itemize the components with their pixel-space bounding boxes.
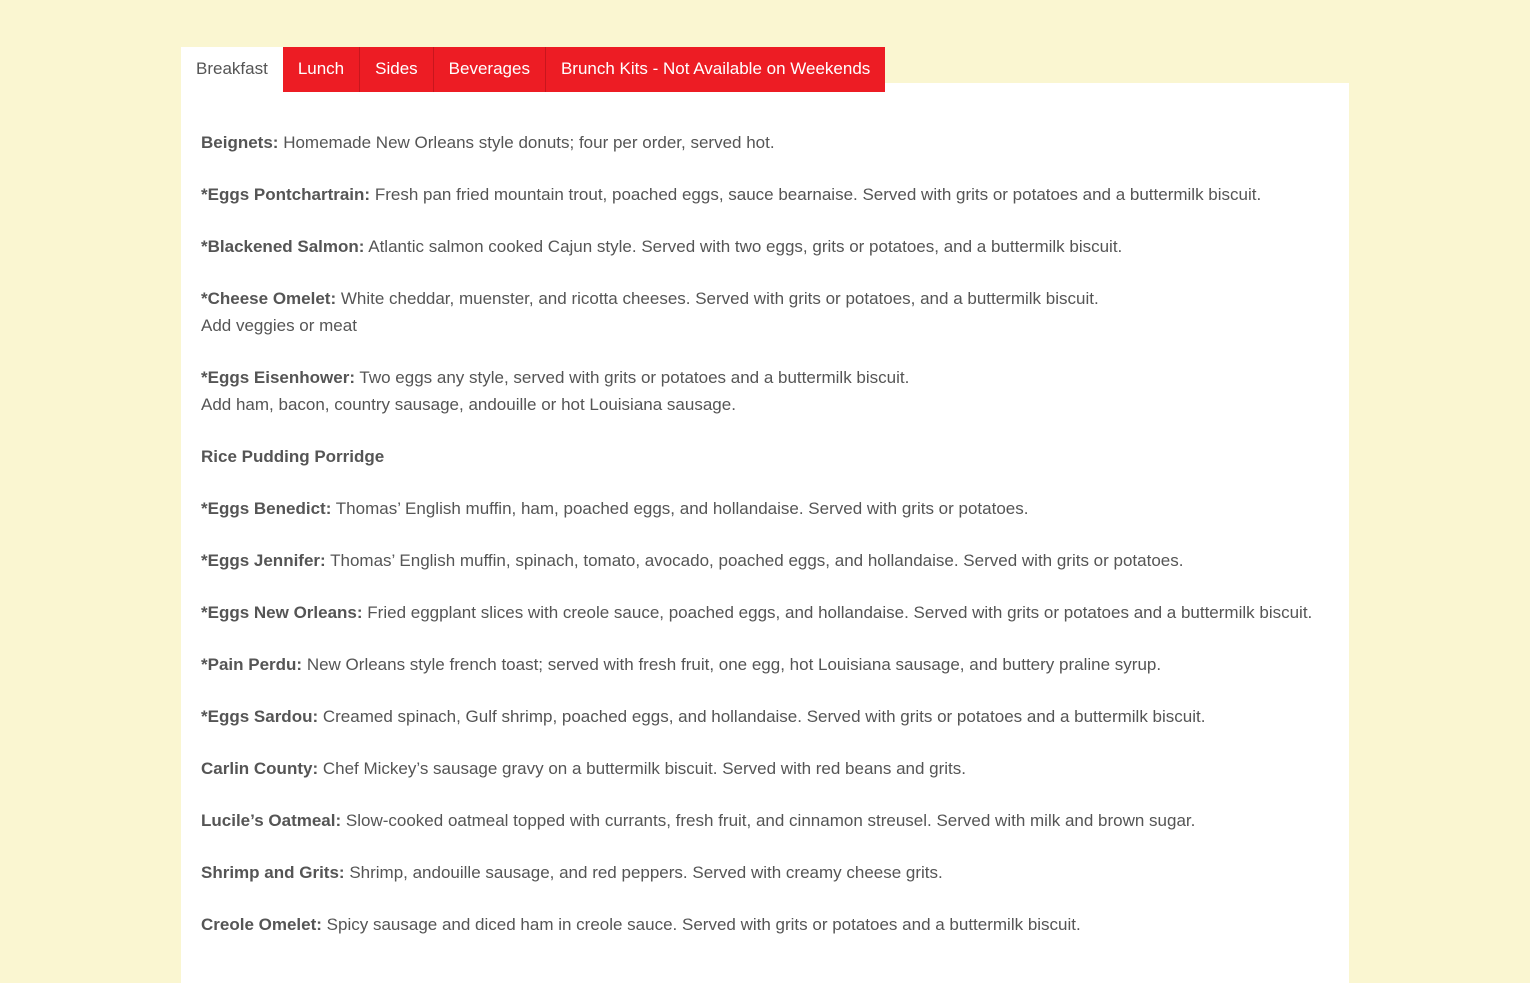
item-name: Carlin County:: [201, 759, 319, 778]
item-name: Shrimp and Grits:: [201, 863, 345, 882]
menu-item-eggs-new-orleans: [201, 599, 1329, 626]
item-description: Thomas’ English muffin, spinach, tomato, avocado, poached eggs, and hollandaise. Served with grits or potatoes.: [330, 551, 1184, 570]
item-description: Atlantic salmon cooked Cajun style. Served with two eggs, grits or potatoes, and a buttermilk biscuit.: [368, 237, 1123, 256]
item-name: *Eggs Sardou:: [201, 707, 319, 726]
item-description: Two eggs any style, served with grits or potatoes and a buttermilk biscuit.: [359, 368, 910, 387]
item-name: *Blackened Salmon:: [201, 237, 365, 256]
item-description: Slow-cooked oatmeal topped with currants, fresh fruit, and cinnamon streusel. Served with milk and brown sugar.: [345, 811, 1196, 830]
tab-brunch-kits[interactable]: Brunch Kits - Not Available on Weekends: [546, 47, 885, 92]
item-description: White cheddar, muenster, and ricotta cheeses. Served with grits or potatoes, and a buttermilk biscuit.: [340, 289, 1099, 308]
menu-item-carlin-county: [201, 755, 1329, 782]
tab-sides[interactable]: Sides: [360, 47, 434, 92]
menu-item-eggs-benedict: [201, 495, 1329, 522]
item-description: Fresh pan fried mountain trout, poached eggs, sauce bearnaise. Served with grits or potatoes and a buttermilk biscuit.: [374, 185, 1262, 204]
tab-lunch[interactable]: Lunch: [283, 47, 360, 92]
item-description: Homemade New Orleans style donuts; four per order, served hot.: [283, 133, 775, 152]
item-name: Rice Pudding Porridge: [201, 447, 385, 466]
item-description: Creamed spinach, Gulf shrimp, poached eggs, and hollandaise. Served with grits or potatoes and a buttermilk biscuit.: [322, 707, 1206, 726]
item-name: Beignets:: [201, 133, 279, 152]
menu-item-cheese-omelet: [201, 285, 1329, 339]
breakfast-menu-panel: [181, 83, 1349, 983]
menu-item-eggs-pontchartrain: [201, 181, 1329, 208]
item-name: Lucile’s Oatmeal:: [201, 811, 342, 830]
item-name: Creole Omelet:: [201, 915, 322, 934]
item-note: Add veggies or meat: [201, 316, 357, 335]
menu-item-creole-omelet: [201, 911, 1329, 938]
menu-item-beignets: [201, 129, 1329, 156]
menu-item-rice-pudding-porridge: [201, 443, 1329, 470]
item-description: Spicy sausage and diced ham in creole sauce. Served with grits or potatoes and a buttermilk biscuit.: [326, 915, 1081, 934]
tab-beverages[interactable]: Beverages: [434, 47, 546, 92]
menu-item-eggs-sardou: [201, 703, 1329, 730]
menu-item-eggs-jennifer: [201, 547, 1329, 574]
item-description: Shrimp, andouille sausage, and red peppers. Served with creamy cheese grits.: [349, 863, 943, 882]
menu-item-pain-perdu: [201, 651, 1329, 678]
item-name: *Eggs Pontchartrain:: [201, 185, 371, 204]
item-description: New Orleans style french toast; served with fresh fruit, one egg, hot Louisiana sausage, and buttery praline syrup.: [306, 655, 1162, 674]
item-description: Fried eggplant slices with creole sauce, poached eggs, and hollandaise. Served with grits or potatoes and a buttermilk biscuit.: [367, 603, 1313, 622]
item-name: *Eggs Jennifer:: [201, 551, 326, 570]
item-name: *Eggs New Orleans:: [201, 603, 363, 622]
menu-item-luciles-oatmeal: [201, 807, 1329, 834]
item-name: *Pain Perdu:: [201, 655, 303, 674]
menu-item-eggs-eisenhower: [201, 364, 1329, 418]
item-name: *Cheese Omelet:: [201, 289, 337, 308]
item-description: Thomas’ English muffin, ham, poached eggs, and hollandaise. Served with grits or potatoes.: [335, 499, 1029, 518]
tab-breakfast[interactable]: Breakfast: [181, 47, 283, 92]
item-description: Chef Mickey’s sausage gravy on a buttermilk biscuit. Served with red beans and grits.: [322, 759, 967, 778]
item-name: *Eggs Eisenhower:: [201, 368, 355, 387]
menu-item-shrimp-and-grits: [201, 859, 1329, 886]
menu-item-blackened-salmon: [201, 233, 1329, 260]
item-name: *Eggs Benedict:: [201, 499, 332, 518]
item-note: Add ham, bacon, country sausage, andouille or hot Louisiana sausage.: [201, 395, 736, 414]
menu-tabs: [181, 47, 885, 92]
